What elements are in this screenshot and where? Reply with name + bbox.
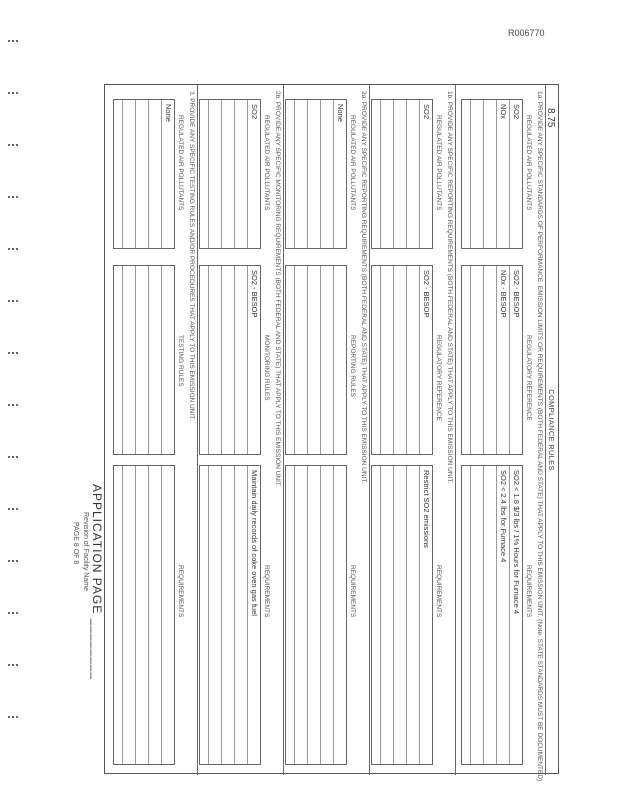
table-row xyxy=(380,466,393,764)
table-row xyxy=(135,466,148,764)
table-row: None xyxy=(333,100,346,248)
table-row xyxy=(110,466,122,764)
table-row xyxy=(483,466,496,764)
table-row xyxy=(307,100,320,248)
reference-box xyxy=(113,265,175,455)
requirements-box xyxy=(285,465,347,765)
col-label-pollutants: REGULATED AIR POLLUTANTS xyxy=(349,115,356,211)
table-row xyxy=(110,100,122,248)
table-row xyxy=(221,466,234,764)
table-row xyxy=(294,100,307,248)
col-label-requirements: REQUIREMENTS xyxy=(263,565,270,618)
table-row: NOx - BESOP xyxy=(496,266,509,454)
table-row xyxy=(161,266,174,454)
col-label-requirements: REQUIREMENTS xyxy=(435,565,442,618)
table-row xyxy=(234,466,247,764)
table-row xyxy=(406,266,419,454)
table-row xyxy=(380,266,393,454)
table-row xyxy=(458,466,470,764)
table-row xyxy=(122,100,135,248)
table-row xyxy=(458,266,470,454)
table-row xyxy=(161,466,174,764)
col-label-pollutants: REGULATED AIR POLLUTANTS xyxy=(263,115,270,211)
table-row xyxy=(208,466,221,764)
table-row xyxy=(470,100,483,248)
table-row: SO2 - BESOP xyxy=(509,266,522,454)
pollutants-box xyxy=(371,99,433,249)
table-row xyxy=(234,100,247,248)
table-row xyxy=(110,266,122,454)
requirements-box xyxy=(461,465,523,765)
section-title: 3. PROVIDE ANY SPECIFIC TESTING RULES AND/OR PROCEDURES THAT APPLY TO THIS EMISSION UNIT. xyxy=(188,91,195,421)
col-label-requirements: REQUIREMENTS xyxy=(177,565,184,618)
reference-box xyxy=(371,265,433,455)
table-row xyxy=(458,100,470,248)
col-label-requirements: REQUIREMENTS xyxy=(525,565,532,618)
col-label-reference: MONITORING RULES xyxy=(263,335,270,401)
section-2a xyxy=(284,85,370,775)
table-row: Restrict SO2 emissions xyxy=(419,466,432,764)
pollutants-box xyxy=(113,99,175,249)
table-row xyxy=(221,266,234,454)
footer-subtitle: Revision of Facility Name xyxy=(82,512,89,591)
table-row: Maintain daily records of coke oven gas fuel xyxy=(247,466,260,764)
table-row xyxy=(483,266,496,454)
document-id: R006770 xyxy=(508,28,545,38)
table-row xyxy=(380,100,393,248)
table-row xyxy=(221,100,234,248)
col-label-reference: REGULATORY REFERENCE xyxy=(525,335,532,421)
table-row xyxy=(148,266,161,454)
section-3 xyxy=(105,85,198,775)
col-label-pollutants: REGULATED AIR POLLUTANTS xyxy=(435,115,442,211)
table-row: SO2 < 1.8 $/3 lbs / 1% Hours for Furnace 4 xyxy=(509,466,522,764)
requirements-box xyxy=(113,465,175,765)
table-row xyxy=(208,100,221,248)
col-label-reference: REGULATORY REFERENCE xyxy=(435,335,442,421)
table-row: SO2 xyxy=(509,100,522,248)
table-row xyxy=(393,100,406,248)
table-row xyxy=(470,466,483,764)
table-row xyxy=(333,266,346,454)
table-row xyxy=(148,466,161,764)
table-row xyxy=(294,266,307,454)
table-row: None xyxy=(161,100,174,248)
table-row: SO2 < 2.4 lbs for Furnace 4 xyxy=(496,466,509,764)
col-label-requirements: REQUIREMENTS xyxy=(349,565,356,618)
pollutants-box xyxy=(461,99,523,249)
page-number: 8.75 xyxy=(545,108,556,128)
col-label-pollutants: REGULATED AIR POLLUTANTS xyxy=(525,115,532,211)
table-row xyxy=(333,466,346,764)
binding-marks xyxy=(8,40,22,760)
pollutants-box xyxy=(199,99,261,249)
section-title: 1b. PROVIDE ANY SPECIFIC REPORTING REQUIREMENTS (BOTH FEDERAL AND STATE) THAT APPLY TO THIS EMISSION UNIT. xyxy=(446,91,453,484)
requirements-box xyxy=(199,465,261,765)
table-row xyxy=(307,266,320,454)
table-row: SO2 - BESOP xyxy=(247,266,260,454)
table-row xyxy=(470,266,483,454)
reference-box xyxy=(199,265,261,455)
table-row xyxy=(320,266,333,454)
table-row xyxy=(148,100,161,248)
table-row xyxy=(234,266,247,454)
section-title: 2a. PROVIDE ANY SPECIFIC REPORTING REQUIREMENTS (BOTH FEDERAL AND STATE) THAT APPLY TO THIS EMISSION UNIT. xyxy=(360,91,367,484)
section-2b xyxy=(198,85,284,775)
reference-box xyxy=(285,265,347,455)
table-row xyxy=(406,466,419,764)
table-row xyxy=(208,266,221,454)
table-row xyxy=(135,100,148,248)
section-title: 2b. PROVIDE ANY SPECIFIC MONITORING REQUIREMENTS (BOTH FEDERAL AND STATE) THAT APPLY TO THIS EMISSION UNIT. xyxy=(274,91,281,487)
reference-box xyxy=(461,265,523,455)
section-1b xyxy=(370,85,456,775)
section-1a xyxy=(456,85,546,782)
pollutants-box xyxy=(285,99,347,249)
table-row xyxy=(393,266,406,454)
form-heading: COMPLIANCE RULES xyxy=(547,389,556,471)
requirements-box xyxy=(371,465,433,765)
footer-subtitle-2: PAGE 8 OF 8 xyxy=(72,522,79,565)
table-row: NOx xyxy=(496,100,509,248)
table-row xyxy=(406,100,419,248)
table-row xyxy=(483,100,496,248)
table-row xyxy=(320,100,333,248)
table-row xyxy=(320,466,333,764)
table-row xyxy=(122,266,135,454)
table-row xyxy=(294,466,307,764)
rotated-form xyxy=(72,84,559,782)
table-row xyxy=(135,266,148,454)
col-label-reference: TESTING RULES xyxy=(177,335,184,387)
col-label-reference: REPORTING RULES xyxy=(349,335,356,398)
form-border xyxy=(104,84,559,782)
table-row: SO2 xyxy=(419,100,432,248)
table-row: SO2 - BESOP xyxy=(419,266,432,454)
col-label-pollutants: REGULATED AIR POLLUTANTS xyxy=(177,115,184,211)
section-title: 1a. PROVIDE ANY SPECIFIC STANDARDS OF PERFORMANCE, EMISSION LIMITS OR REQUIREMENTS (BOTH FEDERAL AND STATE) THAT APPLY TO THIS EMISSION UNIT. (Note: STATE STANDARDS MUST BE DOCUMENTED) xyxy=(536,91,543,782)
table-row xyxy=(122,466,135,764)
footer-title: APPLICATION PAGE ________ xyxy=(90,484,104,680)
table-row: SO2 xyxy=(247,100,260,248)
table-row xyxy=(307,466,320,764)
table-row xyxy=(393,466,406,764)
